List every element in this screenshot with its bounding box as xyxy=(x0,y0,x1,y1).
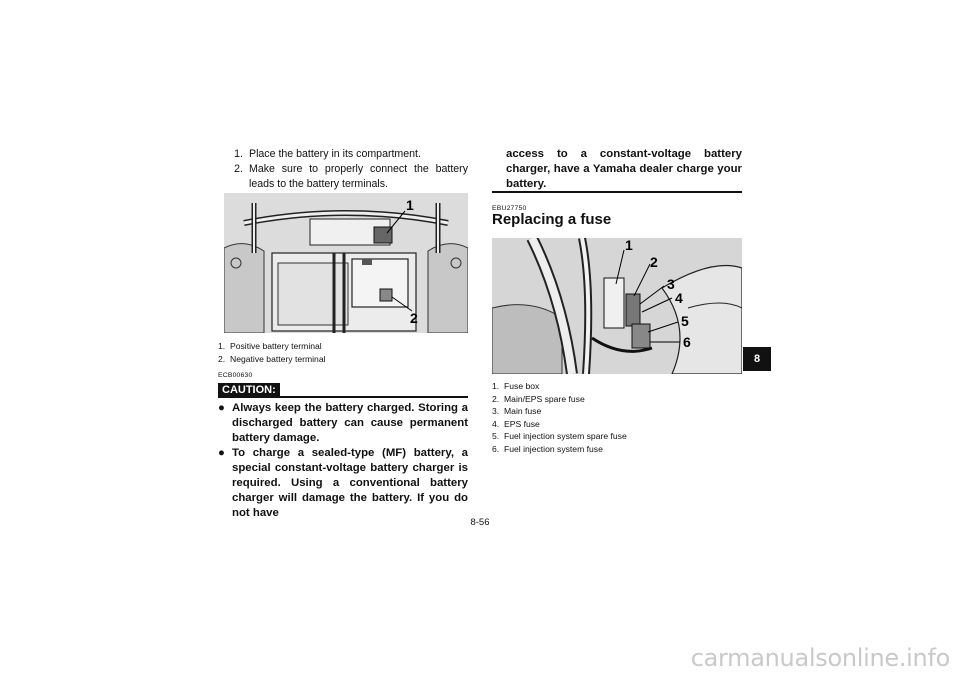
step-2 xyxy=(218,162,468,192)
battery-illustration xyxy=(224,193,468,333)
battery-figure xyxy=(224,193,468,333)
legend-number: 1. xyxy=(492,381,500,391)
callout-4: 4 xyxy=(675,290,683,306)
legend-item xyxy=(492,380,627,393)
page-number: 8-56 xyxy=(470,517,490,528)
step-number: 2. xyxy=(234,163,243,175)
section-divider xyxy=(492,191,742,193)
legend-number: 2. xyxy=(492,393,500,404)
legend-number: 1. xyxy=(218,341,226,351)
legend-number: 5. xyxy=(492,431,500,442)
callout-1: 1 xyxy=(625,238,633,253)
legend-text: Positive battery terminal xyxy=(230,341,322,351)
legend-number: 3. xyxy=(492,406,500,417)
caution-label: CAUTION: xyxy=(218,383,280,398)
legend-item xyxy=(492,430,627,443)
step-1 xyxy=(218,147,468,162)
instruction-steps xyxy=(218,147,468,192)
legend-item xyxy=(492,405,627,418)
legend-item xyxy=(218,353,326,366)
caution-text: Always keep the battery charged. Storing a discharged battery can cause permanent battery damage. xyxy=(232,402,468,444)
callout-3: 3 xyxy=(667,276,675,292)
legend-item xyxy=(492,418,627,431)
legend-text: Main/EPS spare fuse xyxy=(504,393,585,404)
bullet-icon: ● xyxy=(218,402,225,414)
section-code: EBU27750 xyxy=(492,205,527,212)
caution-item xyxy=(218,446,468,521)
step-number: 1. xyxy=(234,148,243,160)
callout-6: 6 xyxy=(683,334,691,350)
fuse-figure xyxy=(492,238,742,374)
step-text: Place the battery in its compartment. xyxy=(249,148,421,160)
legend-text: Main fuse xyxy=(504,406,542,417)
caution-code: ECB00630 xyxy=(218,372,253,379)
legend-item xyxy=(492,393,627,406)
legend-number: 6. xyxy=(492,443,500,454)
fuse-figure-legend xyxy=(492,380,627,456)
step-text: Make sure to properly connect the battery leads to the battery terminals. xyxy=(249,163,468,190)
watermark: carmanualsonline.info xyxy=(690,644,950,672)
caution-rule xyxy=(280,396,468,398)
fuse-illustration xyxy=(492,238,742,374)
caution-continued: access to a constant-voltage battery charger, have a Yamaha dealer charge your battery. xyxy=(506,148,742,190)
legend-text: Negative battery terminal xyxy=(230,353,326,364)
legend-item xyxy=(492,443,627,456)
bullet-icon: ● xyxy=(218,447,225,459)
chapter-tab: 8 xyxy=(743,347,771,371)
legend-number: 2. xyxy=(218,353,226,364)
caution-header xyxy=(218,383,468,398)
section-title: Replacing a fuse xyxy=(492,211,612,228)
caution-text: To charge a sealed-type (MF) battery, a special constant-voltage battery charger is required. Using a conventional battery charger will damage the battery. If you do not have xyxy=(232,447,468,519)
caution-list xyxy=(218,401,468,521)
battery-figure-legend xyxy=(218,340,326,365)
legend-item xyxy=(218,340,326,353)
callout-5: 5 xyxy=(681,313,689,329)
legend-text: Fuse box xyxy=(504,381,540,391)
legend-text: Fuel injection system fuse xyxy=(504,443,603,454)
caution-item xyxy=(218,401,468,446)
legend-text: Fuel injection system spare fuse xyxy=(504,431,627,442)
legend-number: 4. xyxy=(492,418,500,429)
callout-2: 2 xyxy=(410,310,418,326)
legend-text: EPS fuse xyxy=(504,418,540,429)
callout-1: 1 xyxy=(406,197,414,213)
callout-2: 2 xyxy=(650,254,658,270)
